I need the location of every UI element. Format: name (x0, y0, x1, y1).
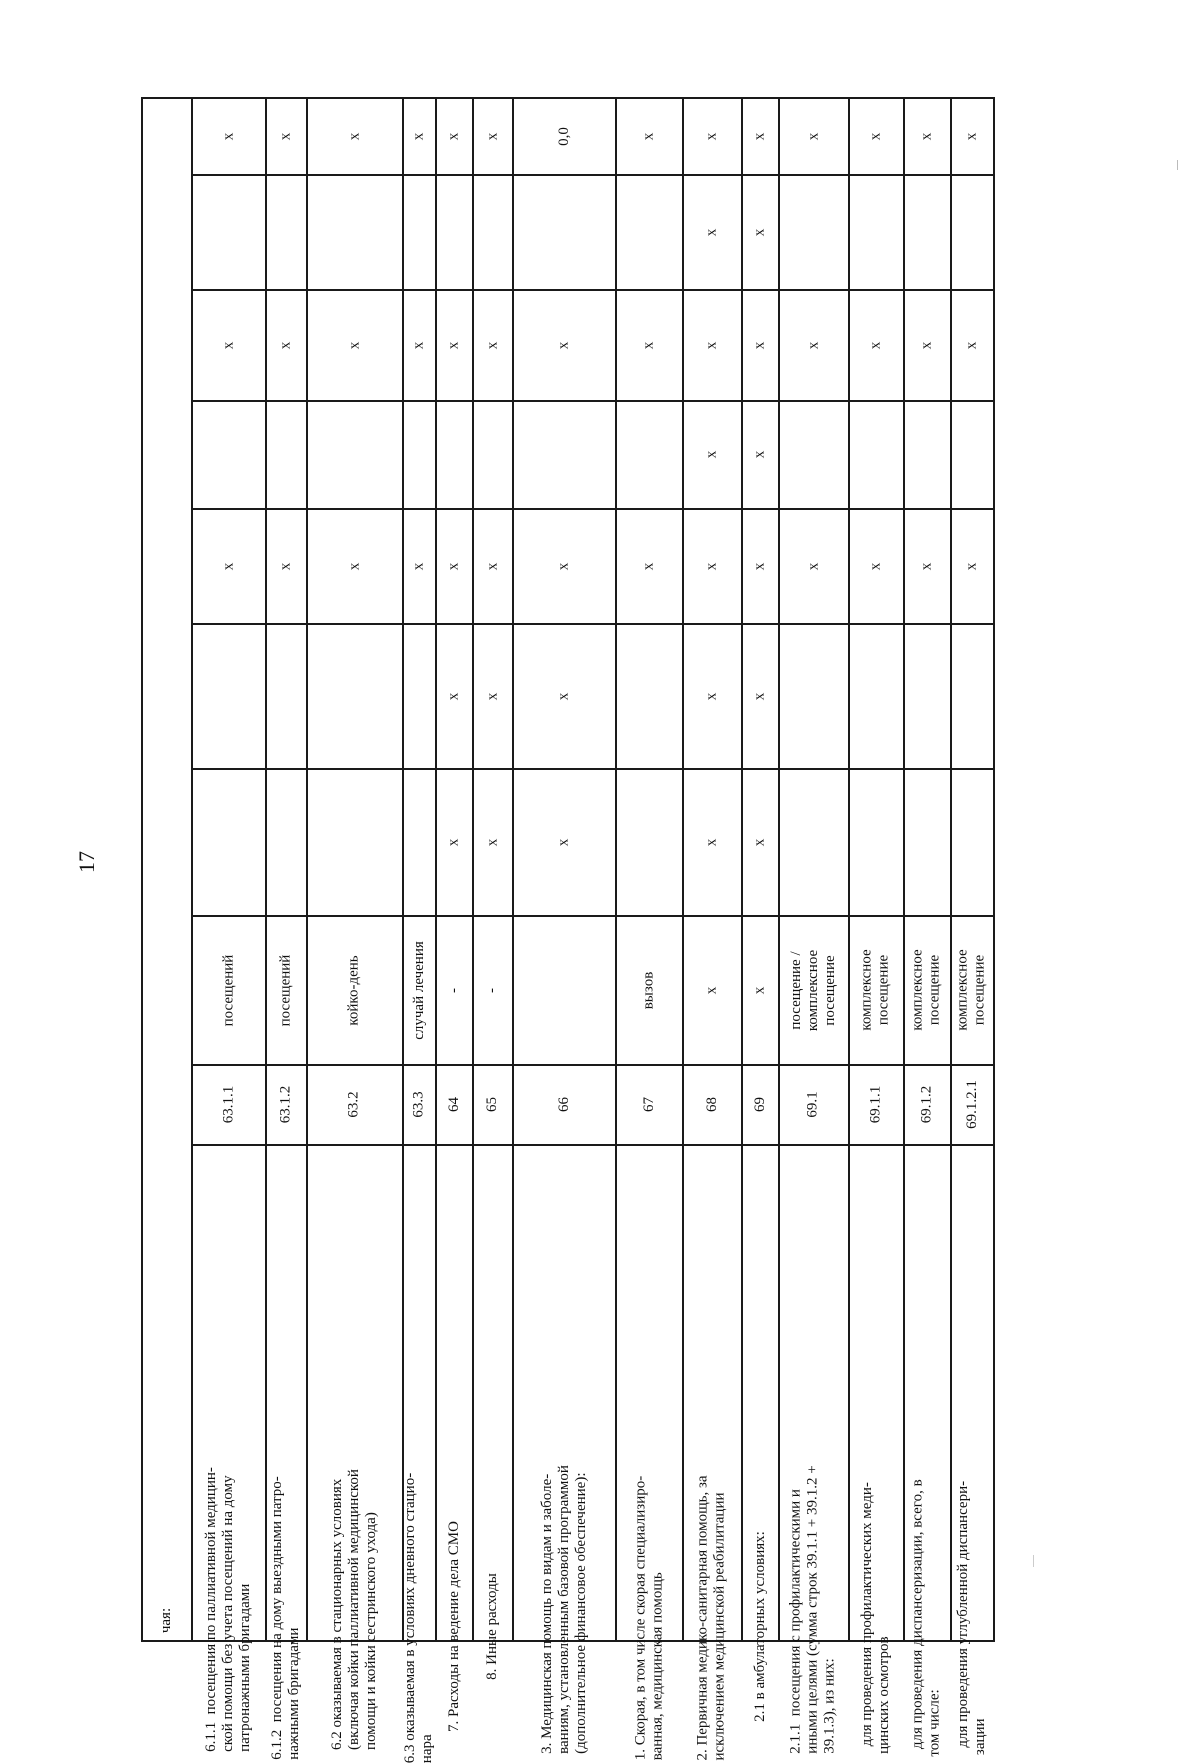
row-description-text: для проведения профилактических меди- цинских осмотров (859, 1482, 892, 1754)
row-value (514, 402, 614, 507)
table-grid-line (993, 97, 995, 1642)
row-value-text: х (918, 132, 935, 140)
row-unit-text: комплексное посещение (955, 949, 988, 1031)
row-value-text: х (277, 562, 294, 570)
row-value (617, 402, 681, 507)
row-value (474, 510, 511, 622)
row-value (193, 291, 264, 399)
row-value (905, 99, 949, 173)
row-value-text: х (410, 132, 427, 140)
row-value (474, 291, 511, 399)
row-value (743, 625, 777, 767)
row-description (850, 1146, 902, 1754)
row-value (743, 510, 777, 622)
row-unit (514, 917, 614, 1063)
row-value-text: х (918, 562, 935, 570)
row-unit-text: комплексное посещение (910, 949, 943, 1031)
row-value-text: х (703, 132, 720, 140)
row-code (474, 1066, 511, 1143)
row-value-text: х (555, 341, 572, 349)
row-description-text: 6.1.1 посещения по паллиативной медицин- ской помощи без учета посещений на дому патронажными бригадами (203, 1467, 253, 1752)
row-description-text: 6.1.2 посещения на дому выездными патро- нажными бригадами (269, 1476, 302, 1760)
row-value (308, 176, 401, 288)
row-value-text: х (751, 692, 768, 700)
row-code-text: 65 (484, 1097, 500, 1112)
row-value (404, 99, 434, 173)
row-value (905, 770, 949, 914)
page-number-text: 17 (74, 851, 99, 873)
row-value (850, 402, 902, 507)
row-value (474, 770, 511, 914)
row-unit (952, 917, 992, 1063)
row-value (952, 402, 992, 507)
row-value (267, 99, 305, 173)
row-value (193, 625, 264, 767)
row-description-text: 3. Медицинская помощь по видам и заболе- ваниям, установленным базовой программой (дополнительное финансовое обеспечение): (538, 1465, 589, 1754)
row-unit-text: посещений (220, 954, 237, 1026)
row-value-text: х (703, 228, 720, 236)
row-unit (743, 917, 777, 1063)
row-description-text: для проведения углубленной диспансери- зации (955, 1480, 988, 1756)
row-value (850, 625, 902, 767)
row-value-text: х (555, 838, 572, 846)
row-value (684, 291, 740, 399)
row-value-text: х (484, 341, 500, 349)
row-value-text: х (445, 341, 462, 349)
row-value (437, 510, 471, 622)
row-value (474, 625, 511, 767)
row-unit-text: - (484, 987, 500, 993)
row-description-text: 6.3 оказываемая в условиях дневного стацио- нара (402, 1472, 436, 1763)
row-value-text: х (445, 692, 462, 700)
row-unit (684, 917, 740, 1063)
row-value-text: х (410, 341, 427, 349)
row-value-text: х (751, 838, 768, 846)
row-description-text: 2. Первичная медико-санитарная помощь, за исключением медицинской реабилитации (695, 1475, 729, 1761)
row-value (952, 770, 992, 914)
row-value-text: 0,0 (555, 126, 572, 146)
row-description (308, 1146, 401, 1750)
row-code (952, 1066, 992, 1143)
row-value-text: х (751, 228, 768, 236)
row-value (684, 510, 740, 622)
row-value-text: х (555, 692, 572, 700)
row-value-text: х (484, 838, 500, 846)
row-value-text: х (805, 341, 821, 349)
row-description (743, 1146, 777, 1722)
row-code (193, 1066, 264, 1143)
row-value (952, 625, 992, 767)
row-code-text: 69.1 (805, 1091, 821, 1118)
row-value (743, 176, 777, 288)
row-value (474, 402, 511, 507)
row-value-text: х (703, 450, 720, 459)
row-value-text: х (484, 132, 500, 140)
row-value-text: х (963, 132, 980, 140)
row-value (404, 402, 434, 507)
row-value-text: х (346, 341, 362, 349)
row-code (437, 1066, 471, 1143)
row-code-text: 68 (703, 1097, 720, 1112)
row-value-text: х (867, 341, 884, 349)
row-value (850, 99, 902, 173)
row-value (780, 402, 847, 507)
row-value (905, 510, 949, 622)
row-code-text: 63.1.1 (220, 1085, 236, 1124)
row-unit (850, 917, 902, 1063)
row-unit (780, 917, 847, 1063)
row-value-text: х (220, 562, 236, 570)
row-value (780, 291, 847, 399)
row-value-text: х (445, 838, 462, 846)
row-value (684, 99, 740, 173)
row-code (617, 1066, 681, 1143)
row-value-text: х (484, 692, 500, 700)
row-unit-text: случай лечения (410, 940, 427, 1040)
row-value-text: х (703, 341, 720, 349)
row-value (780, 510, 847, 622)
row-value-text: х (751, 132, 768, 140)
row-description (617, 1146, 681, 1761)
row-code-text: 67 (640, 1097, 657, 1112)
row-value (905, 176, 949, 288)
row-value (437, 176, 471, 288)
row-value (193, 770, 264, 914)
row-value (617, 625, 681, 767)
scan-artifact (1177, 160, 1178, 170)
row-value-text: х (484, 562, 500, 570)
row-description-text: 7. Расходы на ведение дела СМО (445, 1521, 462, 1732)
row-code (743, 1066, 777, 1143)
row-description-text: 8. Иные расходы (484, 1573, 501, 1680)
row-value (780, 770, 847, 914)
row-value (514, 770, 614, 914)
table-row-heading (143, 99, 190, 1639)
row-value (684, 625, 740, 767)
row-value (850, 291, 902, 399)
row-value (267, 402, 305, 507)
row-value (308, 402, 401, 507)
row-code (514, 1066, 614, 1143)
row-value-text: х (277, 132, 294, 140)
row-description (780, 1146, 847, 1754)
row-code-text: 66 (555, 1097, 572, 1112)
row-description-text: 1. Скорая, в том числе скорая специализиро- ванная, медицинская помощь (632, 1475, 665, 1761)
row-value (404, 770, 434, 914)
row-value-text: х (277, 341, 294, 349)
row-value-text: х (220, 132, 236, 140)
row-code (850, 1066, 902, 1143)
row-value (617, 291, 681, 399)
row-description (437, 1146, 471, 1732)
row-code-text: 69.1.2.1 (963, 1080, 980, 1129)
row-value-text: х (220, 341, 236, 349)
row-description (952, 1146, 992, 1756)
row-description-text: для проведения диспансеризации, всего, в том числе: (910, 1479, 944, 1757)
row-code (267, 1066, 305, 1143)
row-unit-text: х (751, 986, 768, 994)
row-description (684, 1146, 740, 1761)
row-value (474, 176, 511, 288)
row-value (308, 510, 401, 622)
row-value (474, 99, 511, 173)
row-value-text: х (805, 132, 821, 140)
row-value (952, 510, 992, 622)
row-value-text: х (703, 692, 720, 700)
row-value (617, 510, 681, 622)
row-value-text: х (751, 450, 768, 459)
row-unit (474, 917, 511, 1063)
row-value-text: х (445, 562, 462, 570)
row-code (684, 1066, 740, 1143)
row-value-text: х (867, 132, 884, 140)
row-description (514, 1146, 614, 1754)
row-unit (267, 917, 305, 1063)
row-value-text: х (640, 341, 657, 349)
row-value (404, 176, 434, 288)
row-value (308, 291, 401, 399)
row-value-text: х (751, 562, 768, 570)
row-code (780, 1066, 847, 1143)
row-value (308, 770, 401, 914)
row-value-text: х (805, 562, 821, 570)
row-value (952, 176, 992, 288)
row-value (780, 625, 847, 767)
row-value-text: х (751, 341, 768, 349)
row-value (743, 770, 777, 914)
row-value (743, 291, 777, 399)
row-code (404, 1066, 434, 1143)
row-code-text: 64 (445, 1097, 462, 1112)
row-value-text: х (703, 562, 720, 570)
row-description (474, 1146, 511, 1680)
row-value (267, 770, 305, 914)
row-value (267, 291, 305, 399)
row-value (617, 176, 681, 288)
row-value (404, 625, 434, 767)
row-value (514, 625, 614, 767)
row-value-text: х (963, 341, 980, 349)
row-value (850, 510, 902, 622)
row-value (684, 176, 740, 288)
row-unit-text: - (445, 987, 462, 993)
row-value (952, 99, 992, 173)
row-value (437, 770, 471, 914)
row-value (267, 176, 305, 288)
row-value (514, 176, 614, 288)
row-unit-text: посещение / комплексное посещение (788, 949, 838, 1031)
row-unit-text: вызов (640, 971, 657, 1009)
row-value (743, 402, 777, 507)
row-description-text: 6.2 оказываемая в стационарных условиях (включая койки паллиативной медицинской помощи и койки сестринского ухода) (329, 1469, 380, 1750)
row-value (905, 625, 949, 767)
row-value-text: х (703, 838, 720, 846)
row-value-text: х (555, 562, 572, 570)
row-value (308, 99, 401, 173)
row-value (850, 770, 902, 914)
row-description (193, 1146, 264, 1752)
row-value-text: х (640, 132, 657, 140)
row-value (743, 99, 777, 173)
row-value (850, 176, 902, 288)
row-description (402, 1146, 436, 1763)
row-unit (617, 917, 681, 1063)
row-value (780, 176, 847, 288)
row-value (404, 291, 434, 399)
row-unit (905, 917, 949, 1063)
row-value (684, 770, 740, 914)
row-value (193, 402, 264, 507)
row-value (404, 510, 434, 622)
row-value-text: х (410, 562, 427, 570)
row-value-text: х (963, 562, 980, 570)
row-value (514, 99, 614, 173)
row-value (514, 291, 614, 399)
row-value (905, 402, 949, 507)
row-value (193, 510, 264, 622)
row-description-text: 2.1.1 посещения с профилактическими и иными целями (сумма строк 39.1.1 + 39.1.2 + 39.1.3), из них: (788, 1465, 838, 1754)
row-unit-text: комплексное посещение (859, 949, 892, 1031)
table-row-heading-text: чая: (158, 1607, 174, 1634)
page-number (75, 842, 99, 882)
row-value (437, 99, 471, 173)
row-value (617, 770, 681, 914)
row-value (437, 291, 471, 399)
row-value (617, 99, 681, 173)
row-value (193, 176, 264, 288)
row-unit-text: посещений (277, 954, 294, 1026)
row-value-text: х (445, 132, 462, 140)
row-unit-text: койко-день (345, 954, 362, 1026)
row-description (267, 1146, 305, 1760)
row-value-text: х (640, 562, 657, 570)
row-value-text: х (918, 341, 935, 349)
row-value (267, 510, 305, 622)
row-code-text: 69.1.2 (918, 1085, 935, 1124)
scan-artifact (1033, 1555, 1034, 1567)
row-code (905, 1066, 949, 1143)
row-code-text: 63.1.2 (277, 1085, 294, 1124)
row-value (514, 510, 614, 622)
row-value (952, 291, 992, 399)
row-code-text: 63.3 (410, 1091, 427, 1118)
row-value (684, 402, 740, 507)
row-value (437, 402, 471, 507)
row-unit (437, 917, 471, 1063)
row-code-text: 69.1.1 (867, 1085, 884, 1124)
row-unit-text: х (703, 986, 720, 994)
row-value-text: х (867, 562, 884, 570)
row-value (780, 99, 847, 173)
row-code-text: 69 (751, 1097, 768, 1112)
row-unit (404, 917, 434, 1063)
row-description (905, 1146, 949, 1757)
row-value (308, 625, 401, 767)
row-unit (308, 917, 401, 1063)
row-unit (193, 917, 264, 1063)
row-value (905, 291, 949, 399)
row-value-text: х (346, 132, 362, 140)
row-value (193, 99, 264, 173)
row-value (267, 625, 305, 767)
row-value (437, 625, 471, 767)
row-code-text: 63.2 (346, 1091, 362, 1118)
row-description-text: 2.1 в амбулаторных условиях: (751, 1531, 768, 1722)
row-code (308, 1066, 401, 1143)
row-value-text: х (346, 562, 362, 570)
